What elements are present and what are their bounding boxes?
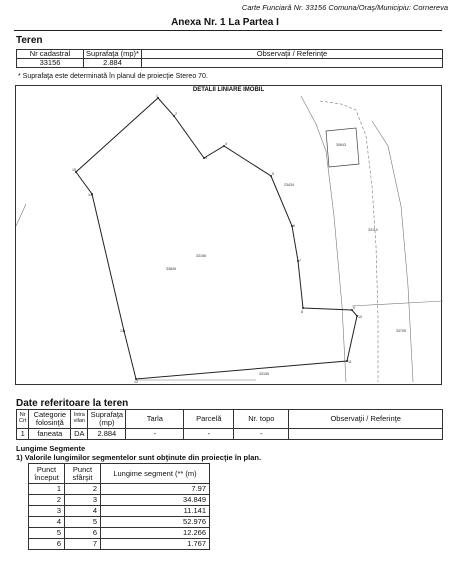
table-row <box>29 528 210 539</box>
cell-intra-vilan: DA <box>71 429 88 440</box>
cell-start: 3 <box>29 506 65 517</box>
vertex-label: 15 <box>72 168 76 172</box>
cell-start: 6 <box>29 539 65 550</box>
context-lines <box>16 96 443 382</box>
parcel-labels <box>166 143 406 376</box>
col-categorie: Categorie folosinţă <box>29 410 71 429</box>
col-intra-vilan: Intra vilan <box>71 410 88 429</box>
col-observatii: Observaţii / Referinţe <box>142 50 443 59</box>
vertex-points <box>75 97 358 380</box>
far-right-id: 33705 <box>396 329 406 333</box>
vertex-label: 14 <box>88 193 92 197</box>
document-header: Carte Funciară Nr. 33156 Comuna/Oraş/Municipiu: Cornereva <box>241 3 448 12</box>
table-row <box>29 506 210 517</box>
cell-end: 4 <box>65 506 101 517</box>
col-suprafata: Suprafaţa (mp)* <box>84 50 142 59</box>
teren-table <box>16 49 443 68</box>
parcel-outline <box>76 98 357 379</box>
col-punct-sfarsit: Punct sfârşit <box>65 464 101 484</box>
parcel-right-id: 23434 <box>284 183 294 187</box>
parcel-map <box>15 85 442 385</box>
cell-end: 3 <box>65 495 101 506</box>
cell-observatii-ref <box>289 429 443 440</box>
cell-end: 5 <box>65 517 101 528</box>
parcel-center-id: 33156 <box>196 254 206 258</box>
cell-length: 12.266 <box>101 528 210 539</box>
building-id: 30643 <box>336 143 346 147</box>
col-lungime: Lungime segment (** (m) <box>101 464 210 484</box>
cell-parcela: - <box>184 429 234 440</box>
table-row <box>29 484 210 495</box>
vertex-label: 5 <box>272 172 274 176</box>
table-row <box>29 495 210 506</box>
col-observatii-ref: Observaţii / Referinţe <box>289 410 443 429</box>
cell-nr-crt: 1 <box>17 429 29 440</box>
parcel-left-id: 33849 <box>166 267 176 271</box>
building-outline <box>326 128 359 167</box>
vertex-labels <box>72 94 362 384</box>
vertex-label: 12 <box>134 380 138 384</box>
cell-suprafata: 2.884 <box>84 58 142 67</box>
referitoare-table <box>16 409 443 440</box>
vertex-label: 1 <box>156 94 158 98</box>
cell-start: 5 <box>29 528 65 539</box>
col-nr-crt: Nr Crt <box>17 410 29 429</box>
road-id: 33110 <box>368 228 378 232</box>
vertex-label: 2 <box>175 112 177 116</box>
vertex-label: 9 <box>353 306 355 310</box>
col-parcela: Parcelă <box>184 410 234 429</box>
cell-length: 1.767 <box>101 539 210 550</box>
col-tarla: Tarla <box>126 410 184 429</box>
vertex-label: 7 <box>299 259 301 263</box>
vertex-label: 4 <box>225 142 227 146</box>
table-row <box>29 517 210 528</box>
cell-start: 2 <box>29 495 65 506</box>
cell-tarla: - <box>126 429 184 440</box>
cell-nr-cadastral: 33156 <box>17 58 84 67</box>
col-nr-topo: Nr. topo <box>234 410 289 429</box>
anexa-title: Anexa Nr. 1 La Partea I <box>171 17 279 28</box>
cell-suprafata-mp: 2.884 <box>88 429 126 440</box>
col-suprafata-mp: Suprafaţa (mp) <box>88 410 126 429</box>
lungime-table <box>28 463 210 550</box>
cell-length: 11.141 <box>101 506 210 517</box>
cell-end: 7 <box>65 539 101 550</box>
vertex-label: 10 <box>358 315 362 319</box>
cell-end: 2 <box>65 484 101 495</box>
cell-start: 4 <box>29 517 65 528</box>
cell-end: 6 <box>65 528 101 539</box>
cell-start: 1 <box>29 484 65 495</box>
bottom-id: 33155 <box>259 372 269 376</box>
col-punct-inceput: Punct început <box>29 464 65 484</box>
stereo-footnote: * Suprafaţa este determinată în planul de proiecţie Stereo 70. <box>18 73 208 80</box>
lungime-title: Lungime Segmente <box>16 444 86 453</box>
cell-length: 7.97 <box>101 484 210 495</box>
table-row <box>29 539 210 550</box>
vertex-label: 6 <box>293 224 295 228</box>
vertex-label: 11 <box>348 360 352 364</box>
map-title: DETALII LINIARE IMOBIL <box>192 87 265 93</box>
vertex-label: 3 <box>205 156 207 160</box>
referitoare-section-title: Date referitoare la teren <box>16 398 129 409</box>
header-divider <box>14 30 442 31</box>
teren-section-title: Teren <box>16 35 43 46</box>
cell-categorie: faneata <box>29 429 71 440</box>
lungime-subtitle: 1) Valorile lungimilor segmentelor sunt obţinute din proiecţie în plan. <box>16 453 262 462</box>
cell-length: 34.849 <box>101 495 210 506</box>
vertex-label: 13 <box>120 329 124 333</box>
cell-length: 52.976 <box>101 517 210 528</box>
cell-nr-topo: - <box>234 429 289 440</box>
cell-observatii <box>142 58 443 67</box>
vertex-label: 8 <box>301 310 303 314</box>
col-nr-cadastral: Nr cadastral <box>17 50 84 59</box>
map-drawing <box>16 86 443 386</box>
